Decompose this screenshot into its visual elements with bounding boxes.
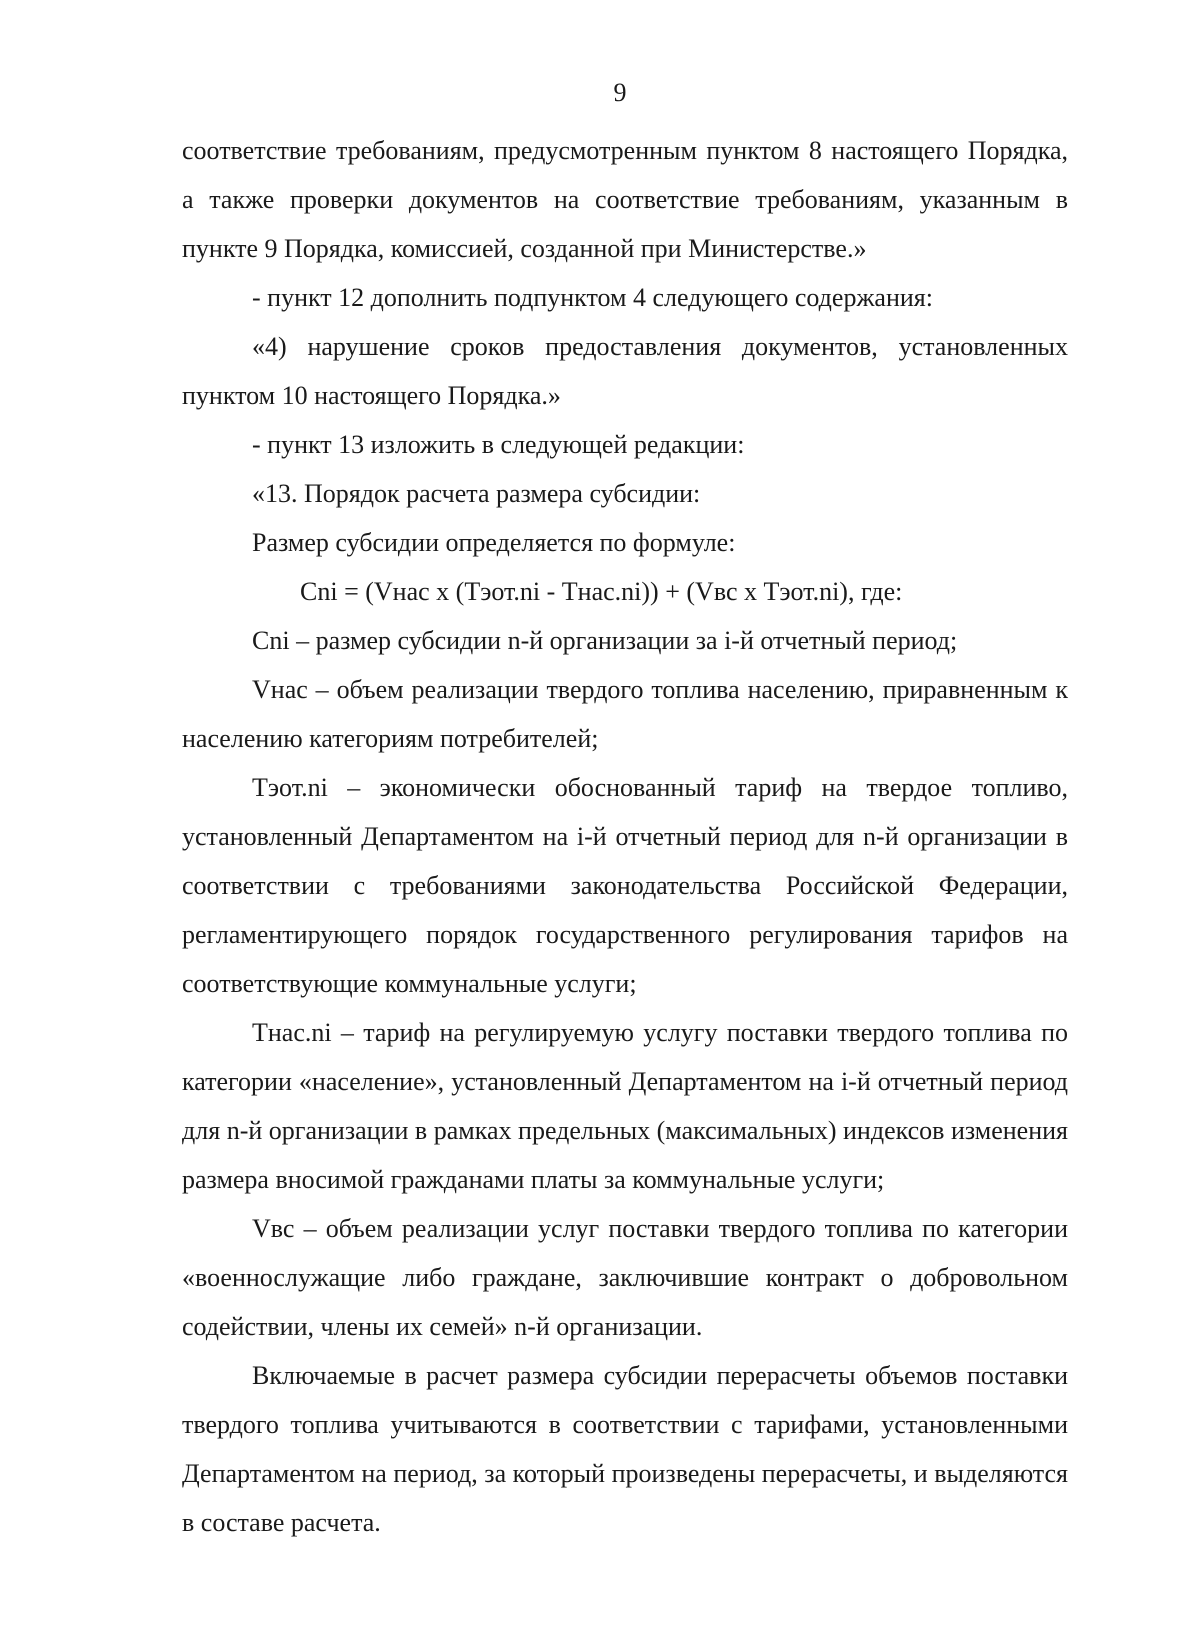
definition-teot: Тэот.ni – экономически обоснованный тариф на твердое топливо, установленный Департаментом на i-й отчетный период для n-й организации в соответствии с требованиями законодательства Российской Федерации, регламентирующего порядок государственного регулирования тарифов на соответствующие коммунальные услуги;	[182, 773, 1068, 998]
definition-vnas: Vнас – объем реализации твердого топлива населению, приравненным к населению категориям потребителей;	[182, 675, 1068, 753]
paragraph-recalculations: Включаемые в расчет размера субсидии перерасчеты объемов поставки твердого топлива учитываются в соответствии с тарифами, установленными Департаментом на период, за который произведены перерасчеты, и выделяются в составе расчета.	[182, 1361, 1068, 1537]
definition-cni: Cni – размер субсидии n-й организации за i-й отчетный период;	[252, 626, 958, 655]
formula: Cni = (Vнас х (Тэот.ni - Тнас.ni)) + (Vвс х Тэот.ni), где:	[300, 577, 903, 606]
paragraph-item-13: - пункт 13 изложить в следующей редакции:	[252, 430, 745, 459]
definition-tnas: Тнас.ni – тариф на регулируемую услугу поставки твердого топлива по категории «население», установленный Департаментом на i-й отчетный период для n-й организации в рамках предельных (максимальных) индексов изменения размера вносимой гражданами платы за коммунальные услуги;	[182, 1018, 1068, 1194]
document-body	[182, 126, 1068, 1547]
definition-vvs: Vвс – объем реализации услуг поставки твердого топлива по категории «военнослужащие либо граждане, заключившие контракт о добровольном содействии, члены их семей» n-й организации.	[182, 1214, 1068, 1341]
paragraph-calc-order: «13. Порядок расчета размера субсидии:	[252, 479, 701, 508]
paragraph-continuation: соответствие требованиям, предусмотренным пунктом 8 настоящего Порядка, а также проверки документов на соответствие требованиям, указанным в пункте 9 Порядка, комиссией, созданной при Министерстве.»	[182, 136, 1068, 263]
paragraph-item-12: - пункт 12 дополнить подпунктом 4 следующего содержания:	[252, 283, 933, 312]
paragraph-subitem-4: «4) нарушение сроков предоставления документов, установленных пунктом 10 настоящего Порядка.»	[182, 332, 1068, 410]
page-number: 9	[613, 78, 627, 107]
paragraph-formula-intro: Размер субсидии определяется по формуле:	[252, 528, 736, 557]
